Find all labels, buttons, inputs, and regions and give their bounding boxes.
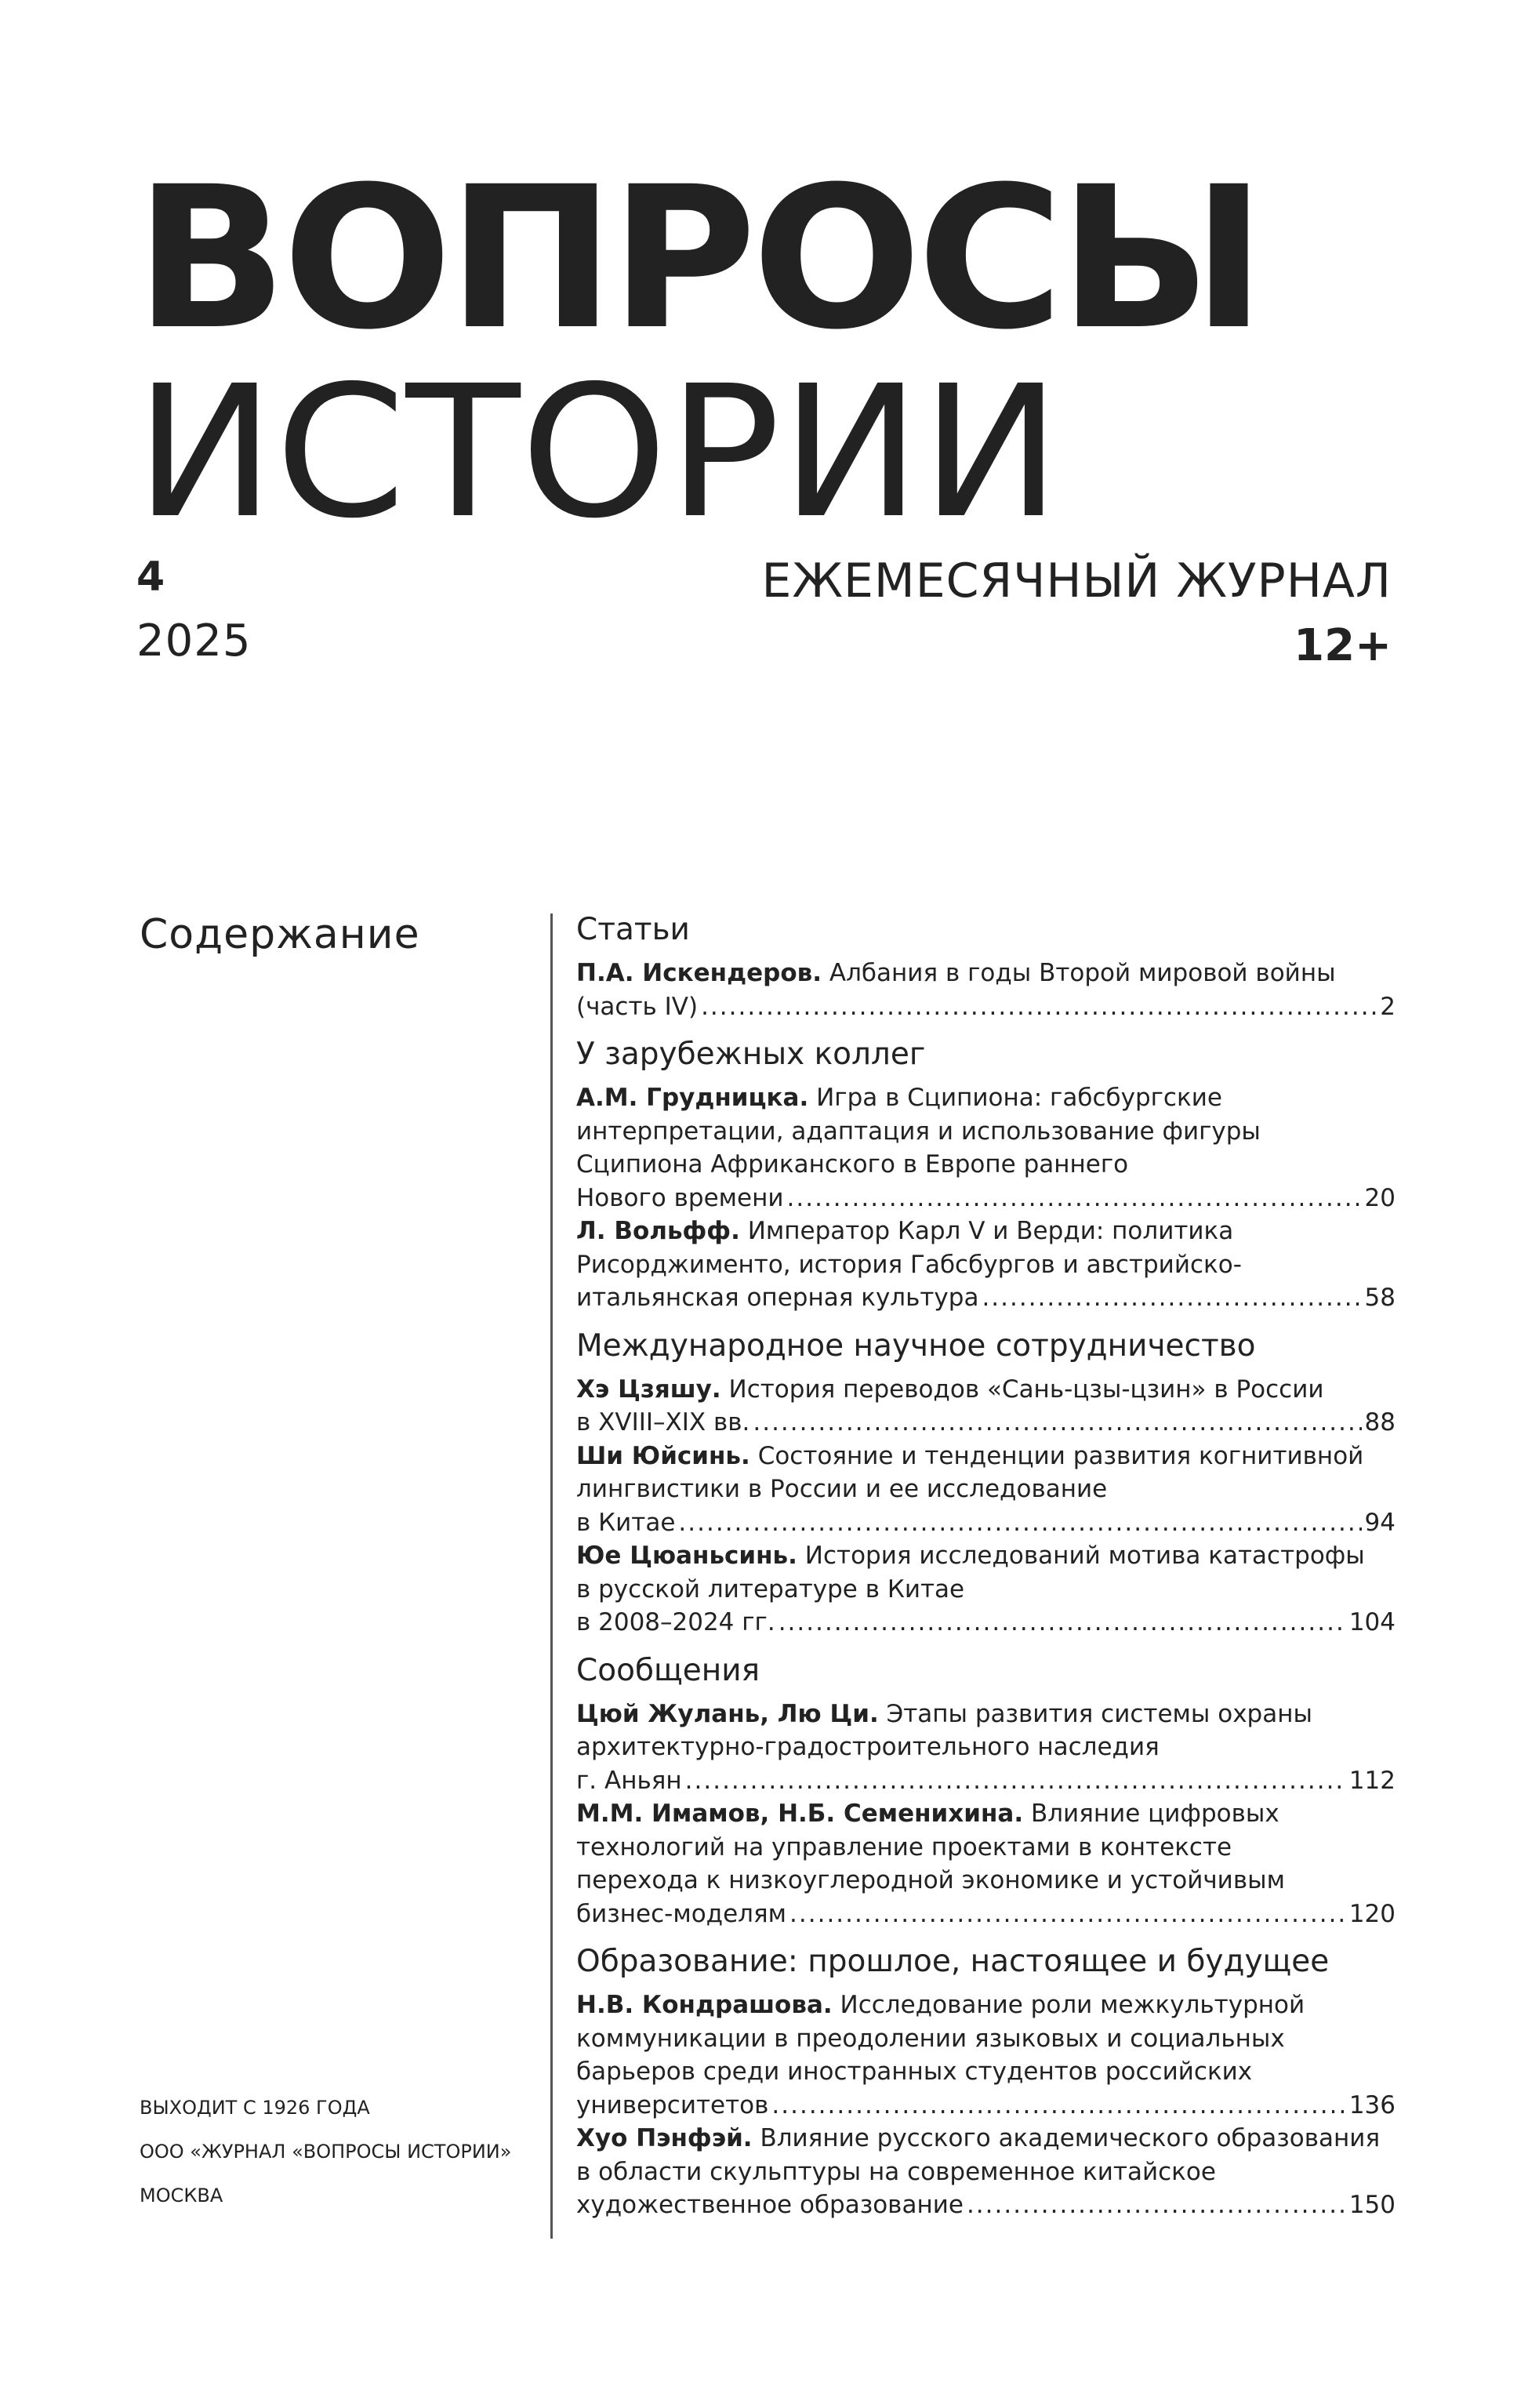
toc-entry-title: Этапы развития системы охраны [886,1699,1312,1728]
toc-entry-first-line [576,2122,1396,2156]
toc-entry-author: Цюй Жулань, Лю Ци. [576,1699,879,1728]
toc-entry[interactable] [576,1440,1396,1540]
age-rating: 12+ [1294,620,1392,671]
publisher-info [140,2086,547,2217]
journal-title-line-2: ИСТОРИИ [135,347,1062,558]
toc-entry[interactable] [576,1797,1396,1930]
dot-leader [982,1281,1361,1315]
toc-entry[interactable] [576,2122,1396,2222]
toc-entry[interactable] [576,1081,1396,1215]
founded-note: ВЫХОДИТ С 1926 ГОДА [140,2097,370,2119]
toc-entry-title-end: в 2008–2024 гг. [576,1608,775,1636]
toc-entry-author: Ши Юйсинь. [576,1441,750,1470]
table-of-contents [576,910,1396,2233]
toc-entry-title-line: технологий на управление проектами в контексте [576,1832,1232,1861]
toc-section-title: Сообщения [576,1652,760,1688]
dot-leader [753,1406,1361,1440]
toc-entry-page: 150 [1348,2191,1396,2219]
toc-entry-first-line [576,1215,1396,1248]
toc-entry[interactable] [576,1539,1396,1640]
toc-entry-title-line: в области скульптуры на современное китайское [576,2157,1216,2186]
toc-entry-page: 88 [1364,1408,1396,1436]
toc-section-title: Международное научное сотрудничество [576,1327,1256,1364]
dot-leader [685,1764,1346,1798]
toc-entry-author: П.А. Искендеров. [576,959,822,987]
toc-entry[interactable] [576,1698,1396,1798]
dot-leader [678,1506,1361,1540]
toc-entry-title-end: (часть IV) [576,992,699,1021]
toc-section-title: Статьи [576,912,690,947]
toc-entry-first-line [576,957,1396,990]
toc-entry-title: Император Карл V и Верди: политика [747,1217,1234,1245]
toc-section [576,1941,1396,2222]
toc-entry-author: Хуо Пэнфэй. [576,2124,753,2152]
toc-entry-first-line [576,1373,1396,1407]
toc-entry-page: 20 [1364,1183,1396,1212]
toc-entry-title-line: интерпретации, адаптация и использование фигуры [576,1117,1261,1146]
toc-entry-title-line: Сципиона Африканского в Европе раннего [576,1150,1129,1179]
toc-entry-first-line [576,1989,1396,2022]
toc-entry-title-end: в Китае [576,1508,676,1537]
toc-entry-title-line: барьеров среди иностранных студентов российских [576,2058,1253,2086]
toc-entry[interactable] [576,1989,1396,2122]
publisher-city: МОСКВА [140,2185,223,2206]
toc-entry[interactable] [576,1215,1396,1315]
toc-entry-last-line [576,1182,1396,1215]
toc-entry-page: 120 [1348,1899,1396,1928]
toc-entry-author: Хэ Цзяшу. [576,1375,721,1404]
toc-entry-title-line: в русской литературе в Китае [576,1574,965,1604]
journal-subtitle: ЕЖЕМЕСЯЧНЫЙ ЖУРНАЛ [761,554,1392,608]
toc-section-title: Образование: прошлое, настоящее и будущее [576,1944,1330,1979]
toc-entry-title-end: итальянская оперная культура [576,1284,979,1312]
contents-heading: Содержание [140,911,420,958]
toc-entry-author: А.М. Грудницка. [576,1084,809,1112]
toc-entry-title-end: в XVIII–XIX вв. [576,1408,750,1436]
toc-entry-last-line [576,2089,1396,2123]
toc-entry[interactable] [576,957,1396,1023]
toc-entry-title-end: Нового времени [576,1183,784,1212]
toc-entry-page: 104 [1348,1608,1396,1636]
toc-entry-last-line [576,1606,1396,1640]
toc-entry-title-line: перехода к низкоуглеродной экономике и устойчивым [576,1866,1285,1894]
toc-entry-last-line [576,1281,1396,1315]
dot-leader [789,1898,1346,1931]
toc-entry-title: История переводов «Сань-цзы-цзин» в России [728,1375,1324,1404]
toc-entry-title: Игра в Сципиона: габсбургские [816,1084,1222,1112]
toc-entry-title-end: бизнес-моделям [576,1899,787,1928]
toc-section [576,1034,1396,1315]
toc-entry-title: Влияние русского академического образования [760,2124,1381,2152]
toc-entry-page: 58 [1364,1284,1396,1312]
toc-entry-title-line: лингвистики в России и ее исследование [576,1475,1108,1503]
toc-entry-last-line [576,1506,1396,1540]
toc-entry-title-line: архитектурно-градостроительного наследия [576,1733,1160,1761]
toc-entry-last-line [576,1898,1396,1931]
toc-section [576,1326,1396,1640]
toc-entry-title-end: художественное образование [576,2191,964,2219]
toc-entry-page: 94 [1364,1508,1396,1537]
toc-entry-first-line [576,1440,1396,1473]
issue-number: 4 [136,554,165,601]
dot-leader [771,2089,1345,2123]
toc-entry-first-line [576,1797,1396,1831]
toc-entry-page: 112 [1348,1766,1396,1795]
toc-entry-title: Албания в годы Второй мировой войны [829,959,1336,987]
toc-section [576,910,1396,1023]
issue-year: 2025 [136,616,252,666]
toc-entry-author: Н.В. Кондрашова. [576,1991,833,2019]
toc-entry-author: М.М. Имамов, Н.Б. Семенихина. [576,1800,1024,1828]
toc-entry-author: Л. Вольфф. [576,1217,740,1245]
toc-entry-page: 136 [1348,2090,1396,2119]
toc-entry-title: Состояние и тенденции развития когнитивной [757,1441,1364,1470]
toc-entry-page: 2 [1380,992,1396,1021]
toc-entry-first-line [576,1081,1396,1115]
dot-leader [967,2188,1346,2222]
toc-entry-title: Исследование роли межкультурной [840,1991,1305,2019]
toc-entry-title-line: коммуникации в преодолении языковых и социальных [576,2024,1285,2053]
dot-leader [787,1182,1362,1215]
toc-entry-last-line [576,1764,1396,1798]
toc-entry-title-end: университетов [576,2090,769,2119]
dot-leader [779,1606,1346,1640]
toc-entry[interactable] [576,1373,1396,1440]
toc-section [576,1651,1396,1931]
toc-section-title: У зарубежных коллег [576,1037,926,1072]
toc-entry-first-line [576,1698,1396,1731]
publisher-name: ООО «ЖУРНАЛ «ВОПРОСЫ ИСТОРИИ» [140,2141,512,2163]
journal-title-line-1: ВОПРОСЫ [135,144,1261,372]
toc-entry-title: Влияние цифровых [1030,1800,1279,1828]
toc-entry-author: Юе Цюаньсинь. [576,1542,797,1570]
toc-entry-title: История исследований мотива катастрофы [804,1542,1365,1570]
toc-entry-first-line [576,1539,1396,1573]
toc-entry-title-end: г. Аньян [576,1766,682,1795]
toc-entry-last-line [576,990,1396,1024]
contents-divider [550,913,553,2239]
toc-entry-last-line [576,2188,1396,2222]
dot-leader [701,990,1377,1024]
toc-entry-title-line: Рисорджименто, история Габсбургов и австрийско- [576,1250,1242,1279]
toc-entry-last-line [576,1406,1396,1440]
